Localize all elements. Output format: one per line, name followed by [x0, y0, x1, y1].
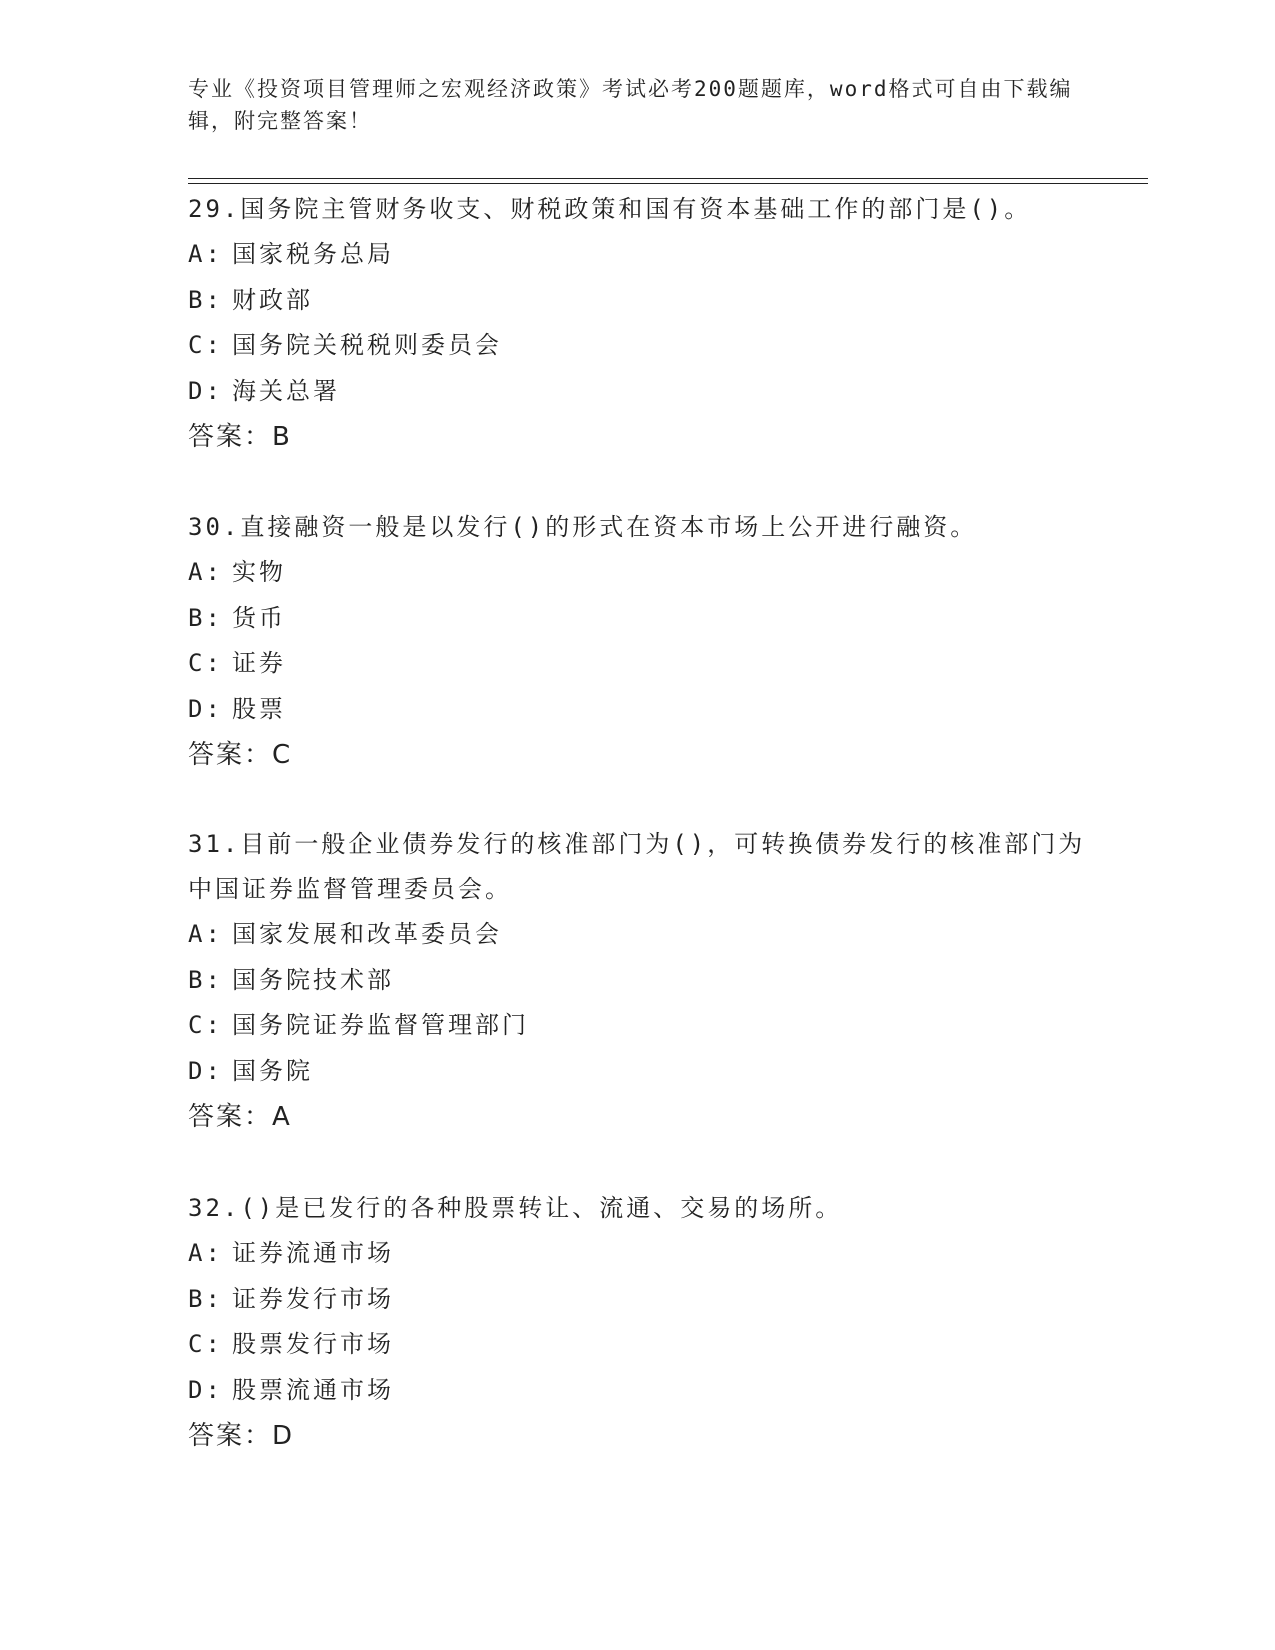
option-letter: A:: [188, 558, 223, 586]
question-stem: 30.直接融资一般是以发行()的形式在资本市场上公开进行融资。: [188, 513, 978, 541]
option-letter: A:: [188, 920, 223, 948]
option-d: [188, 1049, 1088, 1095]
option-a: [188, 912, 1088, 958]
question-stem: 31.目前一般企业债券发行的核准部门为()，可转换债券发行的核准部门为中国证券监督管理委员会。: [188, 830, 1086, 903]
header-divider-top: [188, 178, 1148, 179]
option-b: [188, 278, 1088, 324]
option-b: [188, 958, 1088, 1004]
option-c: [188, 1322, 1088, 1368]
option-text: 国务院关税税则委员会: [232, 331, 502, 359]
option-text: 国家发展和改革委员会: [232, 920, 502, 948]
answer-line: 答案：B: [188, 422, 292, 452]
option-text: 国家税务总局: [232, 240, 394, 268]
option-letter: D:: [188, 694, 223, 723]
option-c: [188, 1003, 1088, 1049]
option-text: 股票发行市场: [232, 1330, 394, 1358]
option-letter: D:: [188, 1056, 223, 1085]
option-letter: B:: [188, 1284, 223, 1313]
option-text: 国务院技术部: [232, 965, 394, 994]
option-text: 货币: [232, 603, 286, 632]
option-text: 海关总署: [232, 376, 340, 405]
question-29: [188, 187, 1088, 460]
option-letter: D:: [188, 376, 223, 405]
option-a: [188, 232, 1088, 278]
option-letter: B:: [188, 285, 223, 314]
option-letter: A:: [188, 1239, 223, 1267]
option-letter: C:: [188, 1330, 223, 1358]
option-letter: C:: [188, 649, 223, 677]
option-text: 股票: [232, 694, 286, 723]
option-text: 证券流通市场: [232, 1239, 394, 1267]
option-d: [188, 687, 1088, 733]
option-letter: A:: [188, 240, 223, 268]
answer-line: 答案：A: [188, 1102, 292, 1132]
question-32: [188, 1186, 1088, 1459]
option-text: 证券: [232, 649, 286, 677]
option-text: 国务院证券监督管理部门: [232, 1011, 529, 1039]
option-letter: C:: [188, 1011, 223, 1039]
document-header: 专业《投资项目管理师之宏观经济政策》考试必考200题题库，word格式可自由下载编辑，附完整答案！: [188, 77, 1073, 133]
option-d: [188, 1368, 1088, 1414]
question-31: [188, 822, 1088, 1140]
option-text: 国务院: [232, 1056, 313, 1085]
option-a: [188, 1231, 1088, 1277]
question-stem: 29.国务院主管财务收支、财税政策和国有资本基础工作的部门是()。: [188, 195, 1032, 223]
option-c: [188, 641, 1088, 687]
header-divider-bottom: [188, 183, 1148, 184]
option-text: 财政部: [232, 285, 313, 314]
option-text: 实物: [232, 558, 286, 586]
option-letter: B:: [188, 965, 223, 994]
option-b: [188, 596, 1088, 642]
option-a: [188, 550, 1088, 596]
option-letter: C:: [188, 331, 223, 359]
answer-line: 答案：D: [188, 1421, 295, 1451]
option-letter: B:: [188, 603, 223, 632]
option-text: 股票流通市场: [232, 1375, 394, 1404]
option-d: [188, 369, 1088, 415]
option-text: 证券发行市场: [232, 1284, 394, 1313]
answer-line: 答案：C: [188, 740, 293, 770]
option-b: [188, 1277, 1088, 1323]
option-c: [188, 323, 1088, 369]
question-stem: 32.()是已发行的各种股票转让、流通、交易的场所。: [188, 1194, 843, 1222]
question-30: [188, 505, 1088, 778]
option-letter: D:: [188, 1375, 223, 1404]
